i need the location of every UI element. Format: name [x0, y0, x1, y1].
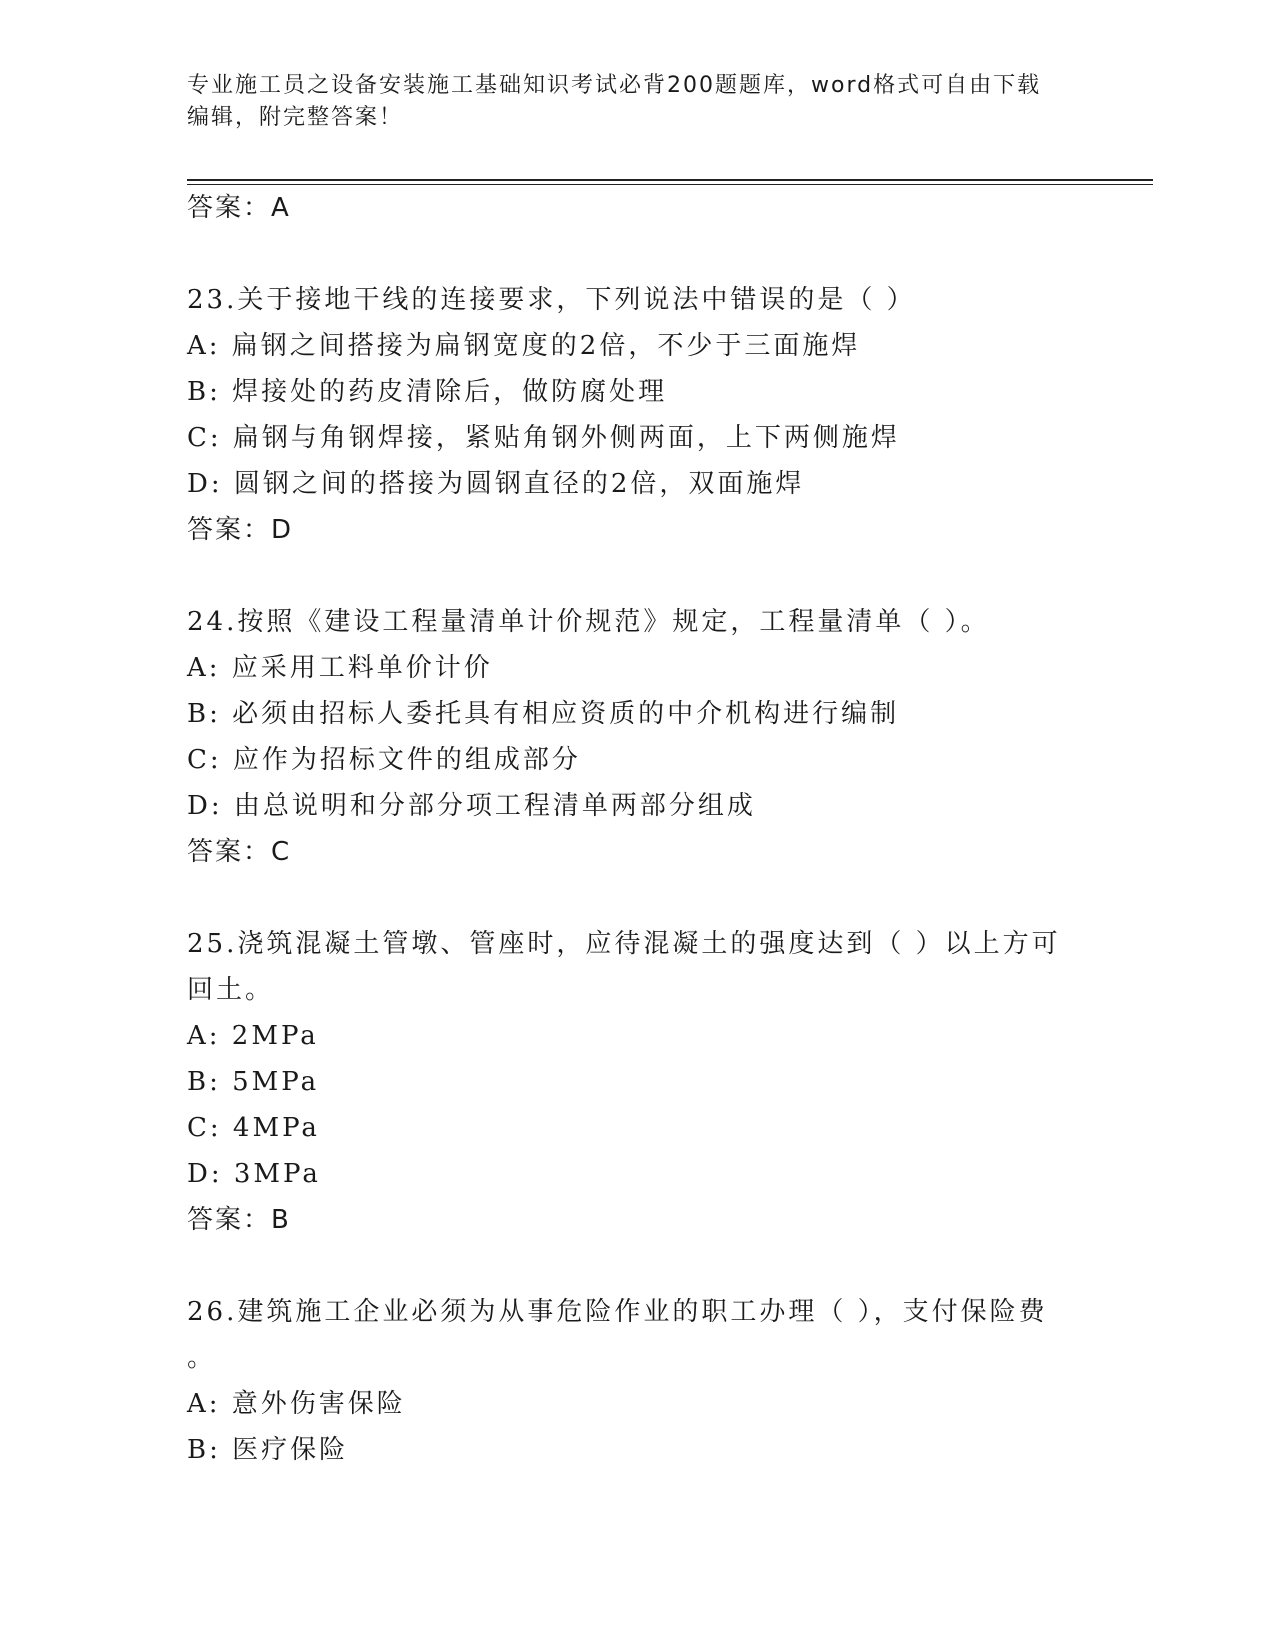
- option-c: C: 应作为招标文件的组成部分: [187, 745, 581, 775]
- option-d: D: 3MPa: [187, 1159, 321, 1189]
- question-text: 23.关于接地干线的连接要求，下列说法中错误的是（ ）: [187, 285, 916, 315]
- option-d: D: 由总说明和分部分项工程清单两部分组成: [187, 791, 756, 821]
- document-body: [187, 185, 1087, 1473]
- question-24: [187, 599, 1087, 875]
- header-rule-thick: [187, 179, 1153, 181]
- answer-line: 答案：C: [187, 837, 292, 867]
- option-a: A: 应采用工料单价计价: [187, 653, 493, 683]
- option-b: B: 医疗保险: [187, 1435, 349, 1465]
- option-d: D: 圆钢之间的搭接为圆钢直径的2倍，双面施焊: [187, 469, 805, 499]
- header-line-2: 编辑，附完整答案！: [187, 105, 404, 130]
- document-header: [187, 70, 1087, 134]
- option-a: A: 意外伤害保险: [187, 1389, 406, 1419]
- spacer: [187, 553, 1087, 599]
- question-text: 26.建筑施工企业必须为从事危险作业的职工办理（ ），支付保险费: [187, 1297, 1048, 1327]
- question-text-continued: 回土。: [187, 975, 275, 1005]
- question-23: [187, 277, 1087, 553]
- answer-line: 答案：A: [187, 193, 291, 223]
- answer-line: 答案：B: [187, 1205, 291, 1235]
- spacer: [187, 875, 1087, 921]
- question-text-continued: 。: [187, 1343, 217, 1373]
- option-b: B: 焊接处的药皮清除后，做防腐处理: [187, 377, 668, 407]
- option-c: C: 扁钢与角钢焊接，紧贴角钢外侧两面，上下两侧施焊: [187, 423, 900, 453]
- question-text: 24.按照《建设工程量清单计价规范》规定，工程量清单（ ）。: [187, 607, 990, 637]
- spacer: [187, 1243, 1087, 1289]
- spacer: [187, 231, 1087, 277]
- question-25: [187, 921, 1087, 1243]
- question-text: 25.浇筑混凝土管墩、管座时，应待混凝土的强度达到（ ）以上方可: [187, 929, 1061, 959]
- answer-line: 答案：D: [187, 515, 294, 545]
- option-b: B: 必须由招标人委托具有相应资质的中介机构进行编制: [187, 699, 900, 729]
- option-a: A: 2MPa: [187, 1021, 319, 1051]
- header-line-1: 专业施工员之设备安装施工基础知识考试必背200题题库，word格式可自由下载: [187, 73, 1042, 98]
- option-a: A: 扁钢之间搭接为扁钢宽度的2倍，不少于三面施焊: [187, 331, 861, 361]
- option-b: B: 5MPa: [187, 1067, 320, 1097]
- question-26: [187, 1289, 1087, 1473]
- option-c: C: 4MPa: [187, 1113, 320, 1143]
